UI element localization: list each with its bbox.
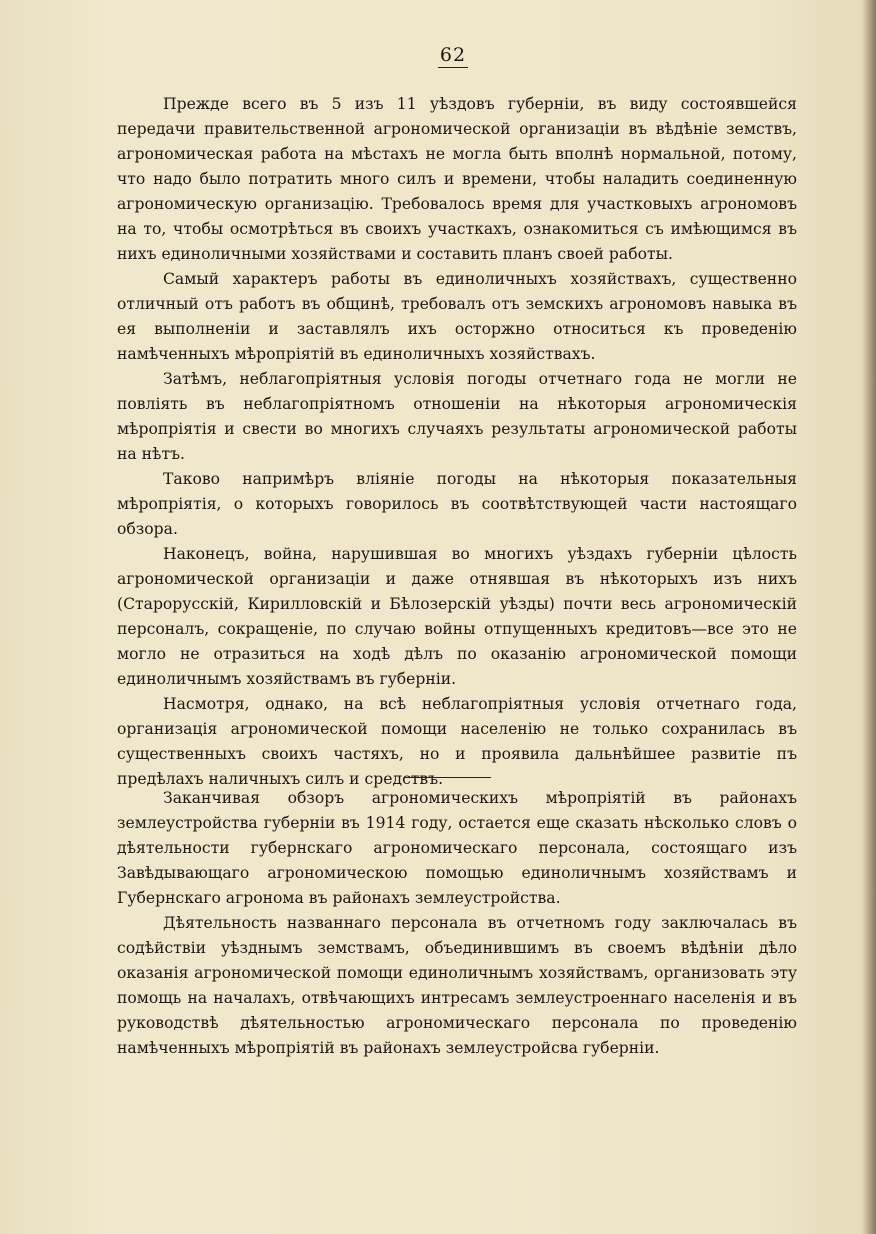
paragraph: Заканчивая обзоръ агрономическихъ мѣропріятій въ районахъ землеустройства губерніи въ 1914 году, остается еще сказать нѣсколько словъ о дѣятельности губернскаго агрономическаго персонала, состоящаго изъ Завѣдывающаго агрономическою помощью единоличнымъ хозяйствамъ и Губернскаго агронома въ районахъ землеустройства. bbox=[117, 789, 797, 907]
paragraph: Самый характеръ работы въ единоличныхъ хозяйствахъ, существенно отличный отъ работъ въ общинѣ, требовалъ отъ земскихъ агрономовъ навыка въ ея выполненіи и заставлялъ ихъ осторжно относиться къ проведенію намѣченныхъ мѣропріятій въ единоличныхъ хозяйствахъ. bbox=[117, 270, 797, 363]
paragraph: Прежде всего въ 5 изъ 11 уѣздовъ губерніи, въ виду состоявшейся передачи правительственной агрономической организаціи въ вѣдѣніе земствъ, агрономическая работа на мѣстахъ не могла быть вполнѣ нормальной, потому, что надо было потратить много силъ и времени, чтобы наладить соединенную агрономическую организацію. Требовалось время для участковыхъ агрономовъ на то, чтобы осмотрѣться въ своихъ участкахъ, ознакомиться съ имѣющимся въ нихъ единоличными хозяйствами и составить планъ своей работы. bbox=[117, 95, 797, 263]
page-edge-shadow bbox=[862, 0, 876, 1234]
section-divider bbox=[405, 777, 491, 778]
text-block-main bbox=[117, 92, 797, 792]
page-number-text: 62 bbox=[439, 44, 467, 66]
paragraph: Дѣятельность названнаго персонала въ отчетномъ году заключалась въ содѣйствіи уѣзднымъ земствамъ, объединившимъ въ своемъ вѣдѣніи дѣло оказанія агрономической помощи единоличнымъ хозяйствамъ, организовать эту помощь на началахъ, отвѣчающихъ интресамъ землеустроеннаго населенія и въ руководствѣ дѣятельностью агрономическаго персонала по проведенію намѣченныхъ мѣропріятій въ районахъ землеустройсва губерніи. bbox=[117, 914, 797, 1057]
page-number bbox=[0, 44, 876, 68]
paragraph: Насмотря, однако, на всѣ неблагопріятныя условія отчетнаго года, организація агрономической помощи населенію не только сохранилась въ существенныхъ своихъ частяхъ, но и проявила дальнѣйшее развитіе пъ предѣлахъ наличныхъ силъ и средствъ. bbox=[117, 695, 797, 788]
paragraph: Затѣмъ, неблагопріятныя условія погоды отчетнаго года не могли не повліять въ неблагопріятномъ отношеніи на нѣкоторыя агрономическія мѣропріятія и свести во многихъ случаяхъ результаты агрономической работы на нѣтъ. bbox=[117, 370, 797, 463]
paragraph: Наконецъ, война, нарушившая во многихъ уѣздахъ губерніи цѣлость агрономической организаціи и даже отнявшая въ нѣкоторыхъ изъ нихъ (Старорусскій, Кирилловскій и Бѣлозерскій уѣзды) почти весь агрономическій персоналъ, сокращеніе, по случаю войны отпущенныхъ кредитовъ—все это не могло не отразиться на ходѣ дѣлъ по оказанію агрономической помощи единоличнымъ хозяйствамъ въ губерніи. bbox=[117, 545, 797, 688]
text-block-conclusion bbox=[117, 786, 797, 1061]
paragraph: Таково напримѣръ вліяніе погоды на нѣкоторыя показательныя мѣропріятія, о которыхъ говорилось въ соотвѣтствующей части настоящаго обзора. bbox=[117, 470, 797, 538]
